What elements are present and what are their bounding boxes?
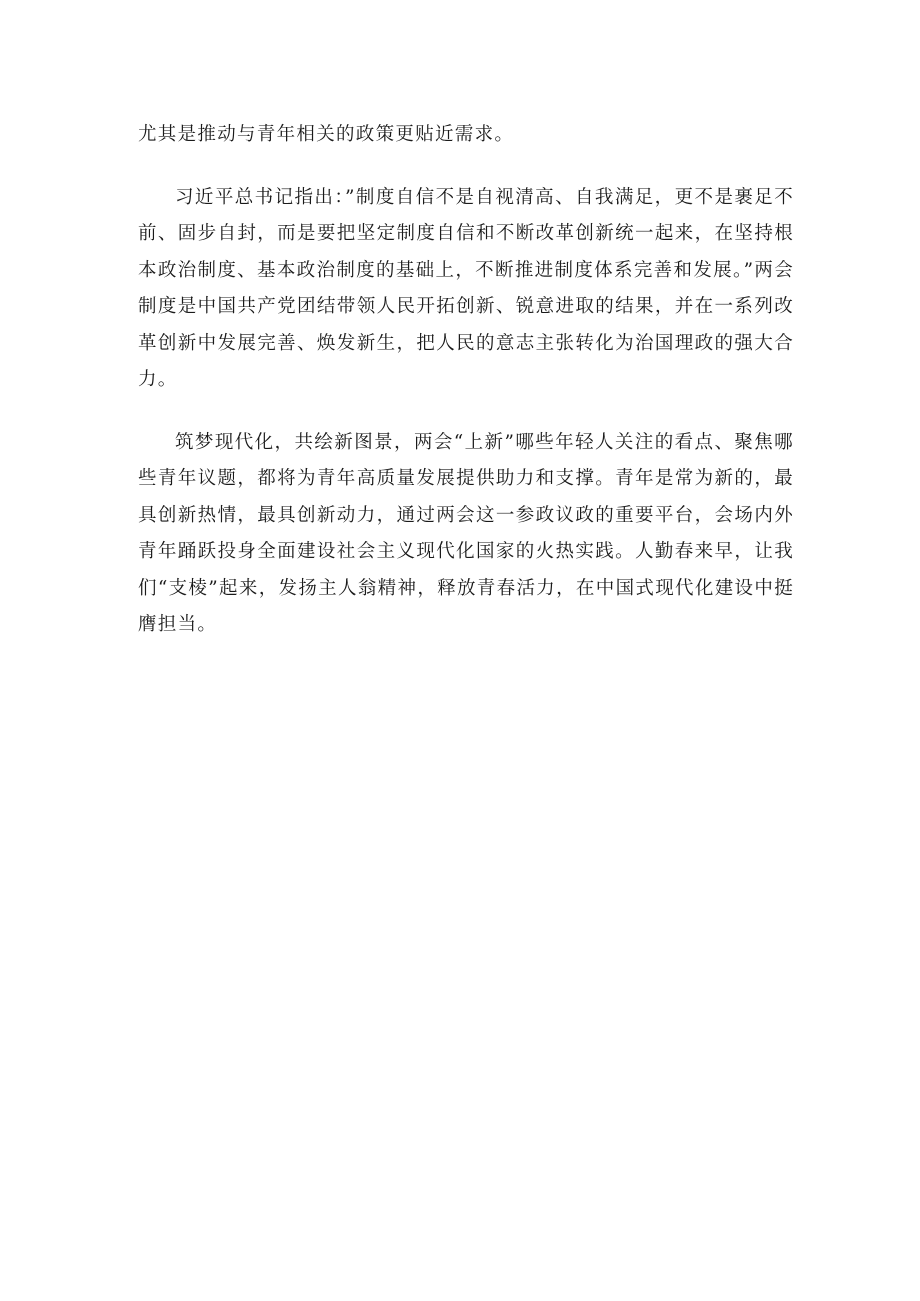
paragraph-youth-modernization: 筑梦现代化，共绘新图景，两会“上新”哪些年轻人关注的看点、聚焦哪些青年议题，都将为青年高质量发展提供助力和支撑。青年是常为新的，最具创新热情，最具创新动力，通过两会这一参政议政的重要平台，会场内外青年踊跃投身全面建设社会主义现代化国家的火热实践。人勤春来早，让我们“支棱”起来，发扬主人翁精神，释放青春活力，在中国式现代化建设中挺膺担当。 — [138, 431, 794, 635]
paragraph-continuation: 尤其是推动与青年相关的政策更贴近需求。 — [138, 124, 515, 145]
article-body — [138, 117, 794, 644]
paragraph-system-confidence: 习近平总书记指出：”制度自信不是自视清高、自我满足，更不是裹足不前、固步自封，而是要把坚定制度自信和不断改革创新统一起来，在坚持根本政治制度、基本政治制度的基础上，不断推进制度体系完善和发展。”两会制度是中国共产党团结带领人民开拓创新、锐意进取的结果，并在一系列改革创新中发展完善、焕发新生，把人民的意志主张转化为治国理政的强大合力。 — [138, 186, 794, 390]
